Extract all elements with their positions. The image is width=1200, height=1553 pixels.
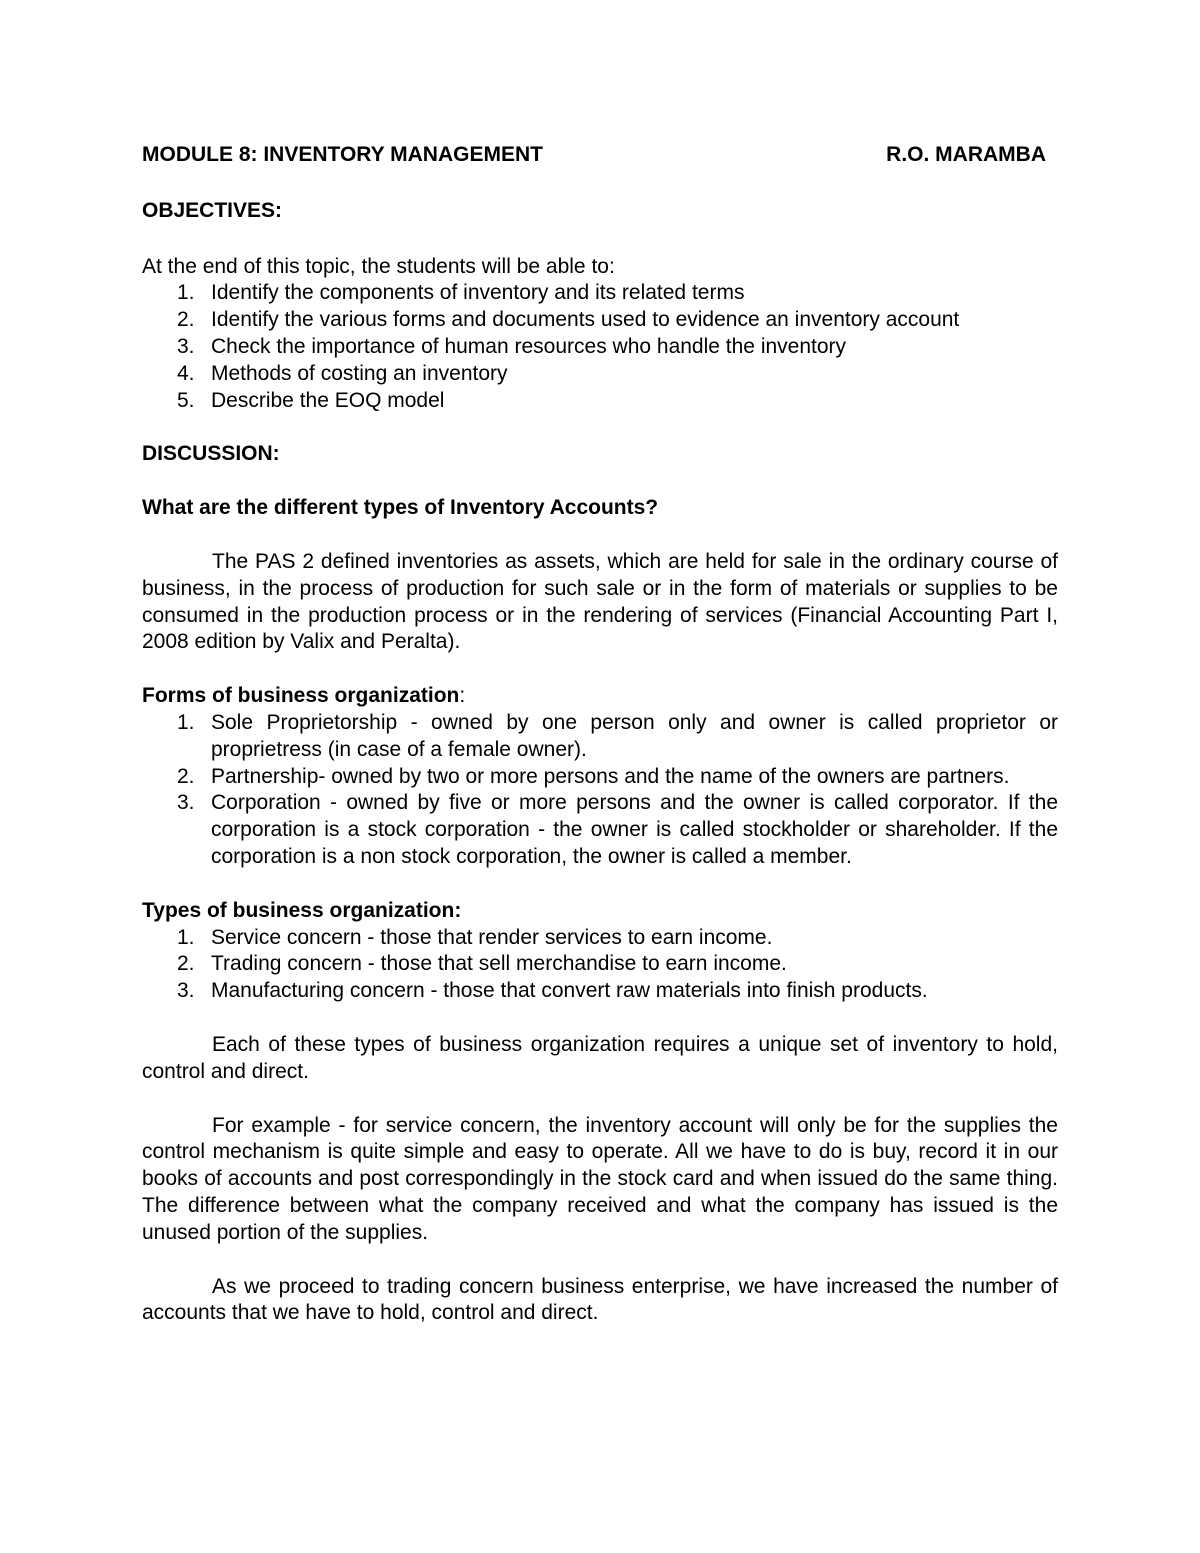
author-name: R.O. MARAMBA <box>886 143 1046 166</box>
unique-set-paragraph: Each of these types of business organization requires a unique set of inventory to hold, control and direct. <box>142 1032 1058 1083</box>
list-item: 3. Manufacturing concern - those that convert raw materials into finish products. <box>177 979 928 1003</box>
pas2-paragraph: The PAS 2 defined inventories as assets, which are held for sale in the ordinary course of business, in the process of production for such sale or in the form of materials or supplies to be consumed in the production process or in the rendering of services (Financial Accounting Part I, 2008 edition by Valix and Peralta). <box>142 549 1058 654</box>
list-item: 3. Corporation - owned by five or more persons and the owner is called corporator. If the corporation is a stock corporation - the owner is called stockholder or shareholder. If the corporation is a non stock corporation, the owner is called a member. <box>177 791 1058 868</box>
list-item: 2. Identify the various forms and documents used to evidence an inventory account <box>177 308 960 332</box>
module-title: MODULE 8: INVENTORY MANAGEMENT <box>142 143 543 166</box>
objectives-list <box>142 280 1058 414</box>
list-item: 2. Trading concern - those that sell merchandise to earn income. <box>177 952 787 976</box>
forms-list <box>142 710 1058 871</box>
list-item: 1. Identify the components of inventory and its related terms <box>177 281 745 305</box>
list-item: 1. Service concern - those that render services to earn income. <box>177 925 773 949</box>
list-item: 3. Check the importance of human resources who handle the inventory <box>177 334 847 358</box>
list-item: 1. Sole Proprietorship - owned by one person only and owner is called proprietor or proprietress (in case of a female owner). <box>177 710 1058 761</box>
document-header <box>142 142 1058 169</box>
discussion-question: What are the different types of Inventory Accounts? <box>142 496 659 520</box>
list-item: 2. Partnership- owned by two or more persons and the name of the owners are partners. <box>177 764 1010 788</box>
service-example-paragraph: For example - for service concern, the inventory account will only be for the supplies the control mechanism is quite simple and easy to operate. All we have to do is buy, record it in our books of accounts and post correspondingly in the stock card and when issued do the same thing. The difference between what the company received and what the company has issued is the unused portion of the supplies. <box>142 1113 1058 1244</box>
forms-heading: Forms of business organization <box>142 684 460 708</box>
objectives-intro: At the end of this topic, the students will be able to: <box>142 254 615 278</box>
forms-heading-line: Forms of business organization: <box>142 684 466 708</box>
discussion-heading: DISCUSSION: <box>142 442 280 466</box>
objectives-heading: OBJECTIVES: <box>142 198 283 222</box>
list-item: 4. Methods of costing an inventory <box>177 361 508 385</box>
list-item: 5. Describe the EOQ model <box>177 388 445 412</box>
types-list <box>142 925 1058 1005</box>
types-heading: Types of business organization: <box>142 898 462 922</box>
trading-paragraph: As we proceed to trading concern business enterprise, we have increased the number of accounts that we have to hold, control and direct. <box>142 1274 1058 1325</box>
document-page <box>142 142 1058 1327</box>
